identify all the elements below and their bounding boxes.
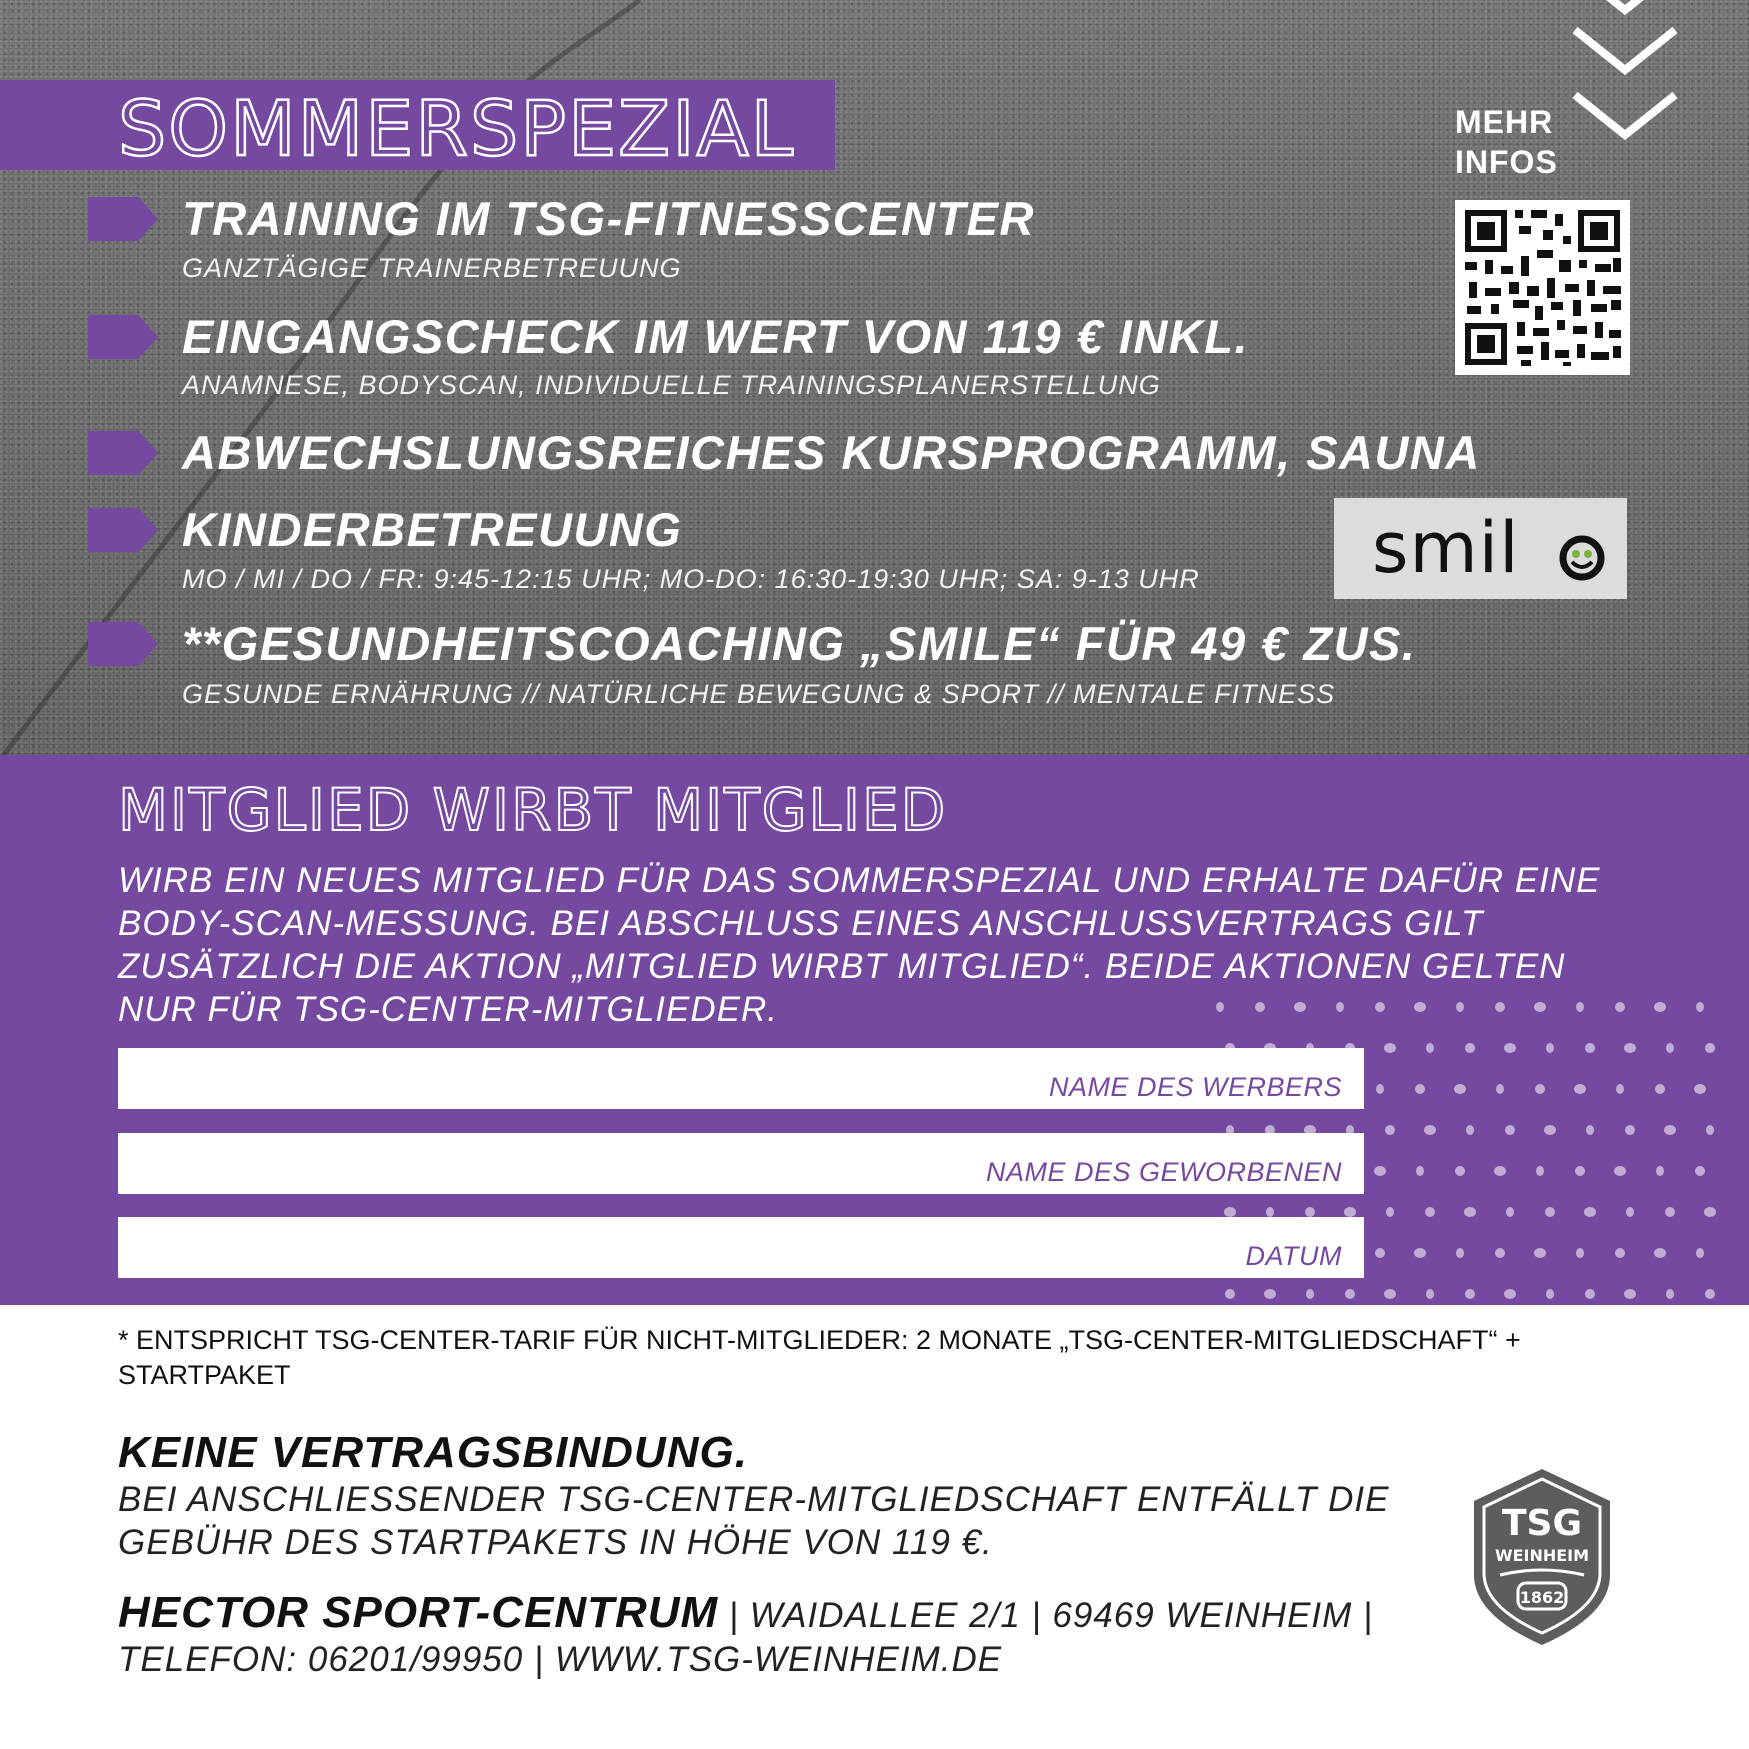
pattern-dot (1656, 1166, 1664, 1176)
pattern-dot (1664, 1125, 1676, 1135)
pattern-dot (1414, 1002, 1426, 1012)
venue-address: | WAIDALLEE 2/1 | 69469 WEINHEIM | (718, 1596, 1374, 1635)
pattern-dot (1374, 1166, 1386, 1176)
pattern-dot (1306, 1289, 1314, 1299)
date-label: DATUM (1245, 1241, 1342, 1271)
logo-city: WEINHEIM (1494, 1546, 1590, 1565)
pattern-dot (1704, 1207, 1716, 1217)
qr-code[interactable] (1455, 200, 1630, 375)
pattern-dot (1456, 1002, 1464, 1012)
more-info-line2: INFOS (1455, 144, 1558, 180)
logo-year: 1862 (1519, 1588, 1565, 1607)
bullet-sub-5: GESUNDE ERNÄHRUNG // NATÜRLICHE BEWEGUNG & SPORT // MENTALE FITNESS (182, 679, 1336, 709)
footnote: * ENTSPRICHT TSG-CENTER-TARIF FÜR NICHT-MITGLIEDER: 2 MONATE „TSG-CENTER-MITGLIEDSCHAFT“ + STARTPAKET (118, 1325, 1521, 1390)
date-field[interactable] (118, 1217, 1364, 1278)
pattern-dot (1385, 1125, 1395, 1135)
bullet-main-2: EINGANGSCHECK IM WERT VON 119 € INKL. (182, 310, 1250, 363)
pattern-dot (1466, 1125, 1474, 1135)
no-contract-headline: KEINE VERTRAGSBINDUNG. (118, 1428, 748, 1477)
pattern-dot (1616, 1084, 1624, 1094)
more-info-label (1455, 102, 1558, 182)
pattern-dot (1266, 1207, 1274, 1217)
pattern-dot (1264, 1289, 1276, 1299)
pattern-dot (1626, 1207, 1634, 1217)
pattern-dot (1624, 1043, 1636, 1053)
venue-name: HECTOR SPORT-CENTRUM (118, 1588, 719, 1637)
pattern-dot (1585, 1043, 1595, 1053)
smile-logo-text: smil (1372, 507, 1520, 589)
pattern-dot (1414, 1248, 1426, 1258)
pattern-dot (1495, 1002, 1505, 1012)
pattern-dot (1384, 1043, 1396, 1053)
bullet-sub-2: ANAMNESE, BODYSCAN, INDIVIDUELLE TRAININGSPLANERSTELLUNG (182, 370, 1161, 400)
pattern-dot (1464, 1207, 1476, 1217)
pattern-dot (1576, 1248, 1584, 1258)
pattern-dot (1654, 1248, 1666, 1258)
pattern-dot (1655, 1084, 1665, 1094)
contact-line[interactable]: TELEFON: 06201/99950 | WWW.TSG-WEINHEIM.DE (118, 1640, 1003, 1679)
pattern-dot (1654, 1002, 1666, 1012)
pattern-dot (1544, 1125, 1556, 1135)
pattern-dot (1495, 1248, 1505, 1258)
pattern-dot (1454, 1084, 1466, 1094)
pattern-dot (1465, 1043, 1475, 1053)
pattern-dot (1455, 1166, 1465, 1176)
recruited-name-field[interactable] (118, 1133, 1364, 1194)
pattern-dot (1534, 1002, 1546, 1012)
pattern-dot (1426, 1289, 1434, 1299)
bullet-main-5: **GESUNDHEITSCOACHING „SMILE“ FÜR 49 € ZUS. (182, 617, 1417, 670)
pattern-dot (1465, 1289, 1475, 1299)
pattern-dot (1574, 1084, 1586, 1094)
pattern-dot (1415, 1084, 1425, 1094)
pattern-dot (1586, 1125, 1594, 1135)
pattern-dot (1425, 1207, 1435, 1217)
pattern-dot (1624, 1289, 1636, 1299)
tsg-weinheim-logo (1460, 1465, 1625, 1650)
pattern-dot (1506, 1207, 1514, 1217)
pattern-dot (1375, 1248, 1385, 1258)
pattern-dot (1336, 1002, 1344, 1012)
referral-section (0, 755, 1749, 1305)
pattern-dot (1615, 1002, 1625, 1012)
pattern-dot (1694, 1084, 1706, 1094)
pattern-dot (1504, 1043, 1516, 1053)
pattern-dot (1496, 1084, 1504, 1094)
pattern-dot (1224, 1207, 1236, 1217)
recruited-name-label: NAME DES GEWORBENEN (985, 1157, 1342, 1187)
more-info-line1: MEHR (1455, 104, 1554, 140)
pattern-dot (1535, 1084, 1545, 1094)
pattern-dot (1386, 1207, 1394, 1217)
startpaket-note: BEI ANSCHLIESSENDER TSG-CENTER-MITGLIEDSCHAFT ENTFÄLLT DIE GEBÜHR DES STARTPAKETS IN HÖHE VON 119 €. (118, 1480, 1390, 1562)
referral-title: MITGLIED WIRBT MITGLIED (118, 776, 948, 844)
chevron-down-icon (1565, 0, 1685, 165)
pattern-dot (1546, 1043, 1554, 1053)
pattern-dot (1614, 1166, 1626, 1176)
pattern-dot (1705, 1043, 1715, 1053)
pattern-dot (1696, 1002, 1704, 1012)
referral-text: WIRB EIN NEUES MITGLIED FÜR DAS SOMMERSPEZIAL UND ERHALTE DAFÜR EINE BODY-SCAN-MESSUNG. BEI ABSCHLUSS EINES ANSCHLUSSVERTRAGS GILT ZUSÄTZLICH DIE AKTION „MITGLIED WIRBT MITGLIED“. BEIDE AKTIONEN GELTEN NUR FÜR TSG-CENTER-MITGLIEDER. (118, 861, 1601, 1029)
pattern-dot (1505, 1125, 1515, 1135)
pattern-dot (1706, 1125, 1714, 1135)
pattern-dot (1665, 1207, 1675, 1217)
bullet-sub-4: MO / MI / DO / FR: 9:45-12:15 UHR; MO-DO: 16:30-19:30 UHR; SA: 9-13 UHR (182, 564, 1200, 594)
pattern-dot (1294, 1002, 1306, 1012)
pattern-dot (1576, 1002, 1584, 1012)
pattern-dot (1695, 1166, 1705, 1176)
pattern-dot (1225, 1289, 1235, 1299)
pattern-dot (1424, 1125, 1436, 1135)
pattern-dot (1666, 1289, 1674, 1299)
pattern-dot (1575, 1166, 1585, 1176)
bullet-main-1: TRAINING IM TSG-FITNESSCENTER (182, 192, 1035, 245)
pattern-dot (1344, 1207, 1356, 1217)
pattern-dot (1696, 1248, 1704, 1258)
smile-face-icon (1558, 534, 1606, 582)
pattern-dot (1216, 1002, 1224, 1012)
bullet-main-3: ABWECHSLUNGSREICHES KURSPROGRAMM, SAUNA (182, 426, 1481, 479)
recruiter-name-field[interactable] (118, 1048, 1364, 1109)
offer-section (0, 0, 1749, 755)
pattern-dot (1255, 1002, 1265, 1012)
pattern-dot (1536, 1166, 1544, 1176)
pattern-dot (1546, 1289, 1554, 1299)
qr-code-icon (1455, 200, 1630, 375)
pattern-dot (1375, 1002, 1385, 1012)
pattern-dot (1545, 1207, 1555, 1217)
recruiter-name-label: NAME DES WERBERS (1048, 1072, 1342, 1102)
pattern-dot (1345, 1289, 1355, 1299)
bullet-main-4: KINDERBETREUUNG (182, 503, 683, 556)
pattern-dot (1494, 1166, 1506, 1176)
pattern-dot (1666, 1043, 1674, 1053)
pattern-dot (1426, 1043, 1434, 1053)
bullet-sub-1: GANZTÄGIGE TRAINERBETREUUNG (182, 253, 682, 283)
logo-name: TSG (1501, 1503, 1583, 1544)
pattern-dot (1705, 1289, 1715, 1299)
pattern-dot (1504, 1289, 1516, 1299)
pattern-dot (1416, 1166, 1424, 1176)
pattern-dot (1585, 1289, 1595, 1299)
pattern-dot (1625, 1125, 1635, 1135)
pattern-dot (1376, 1084, 1384, 1094)
pattern-dot (1615, 1248, 1625, 1258)
pattern-dot (1384, 1289, 1396, 1299)
smile-logo (1334, 498, 1627, 599)
pattern-dot (1305, 1207, 1315, 1217)
pattern-dot (1456, 1248, 1464, 1258)
pattern-dot (1534, 1248, 1546, 1258)
pattern-dot (1584, 1207, 1596, 1217)
page-title: SOMMERSPEZIAL (118, 84, 795, 173)
